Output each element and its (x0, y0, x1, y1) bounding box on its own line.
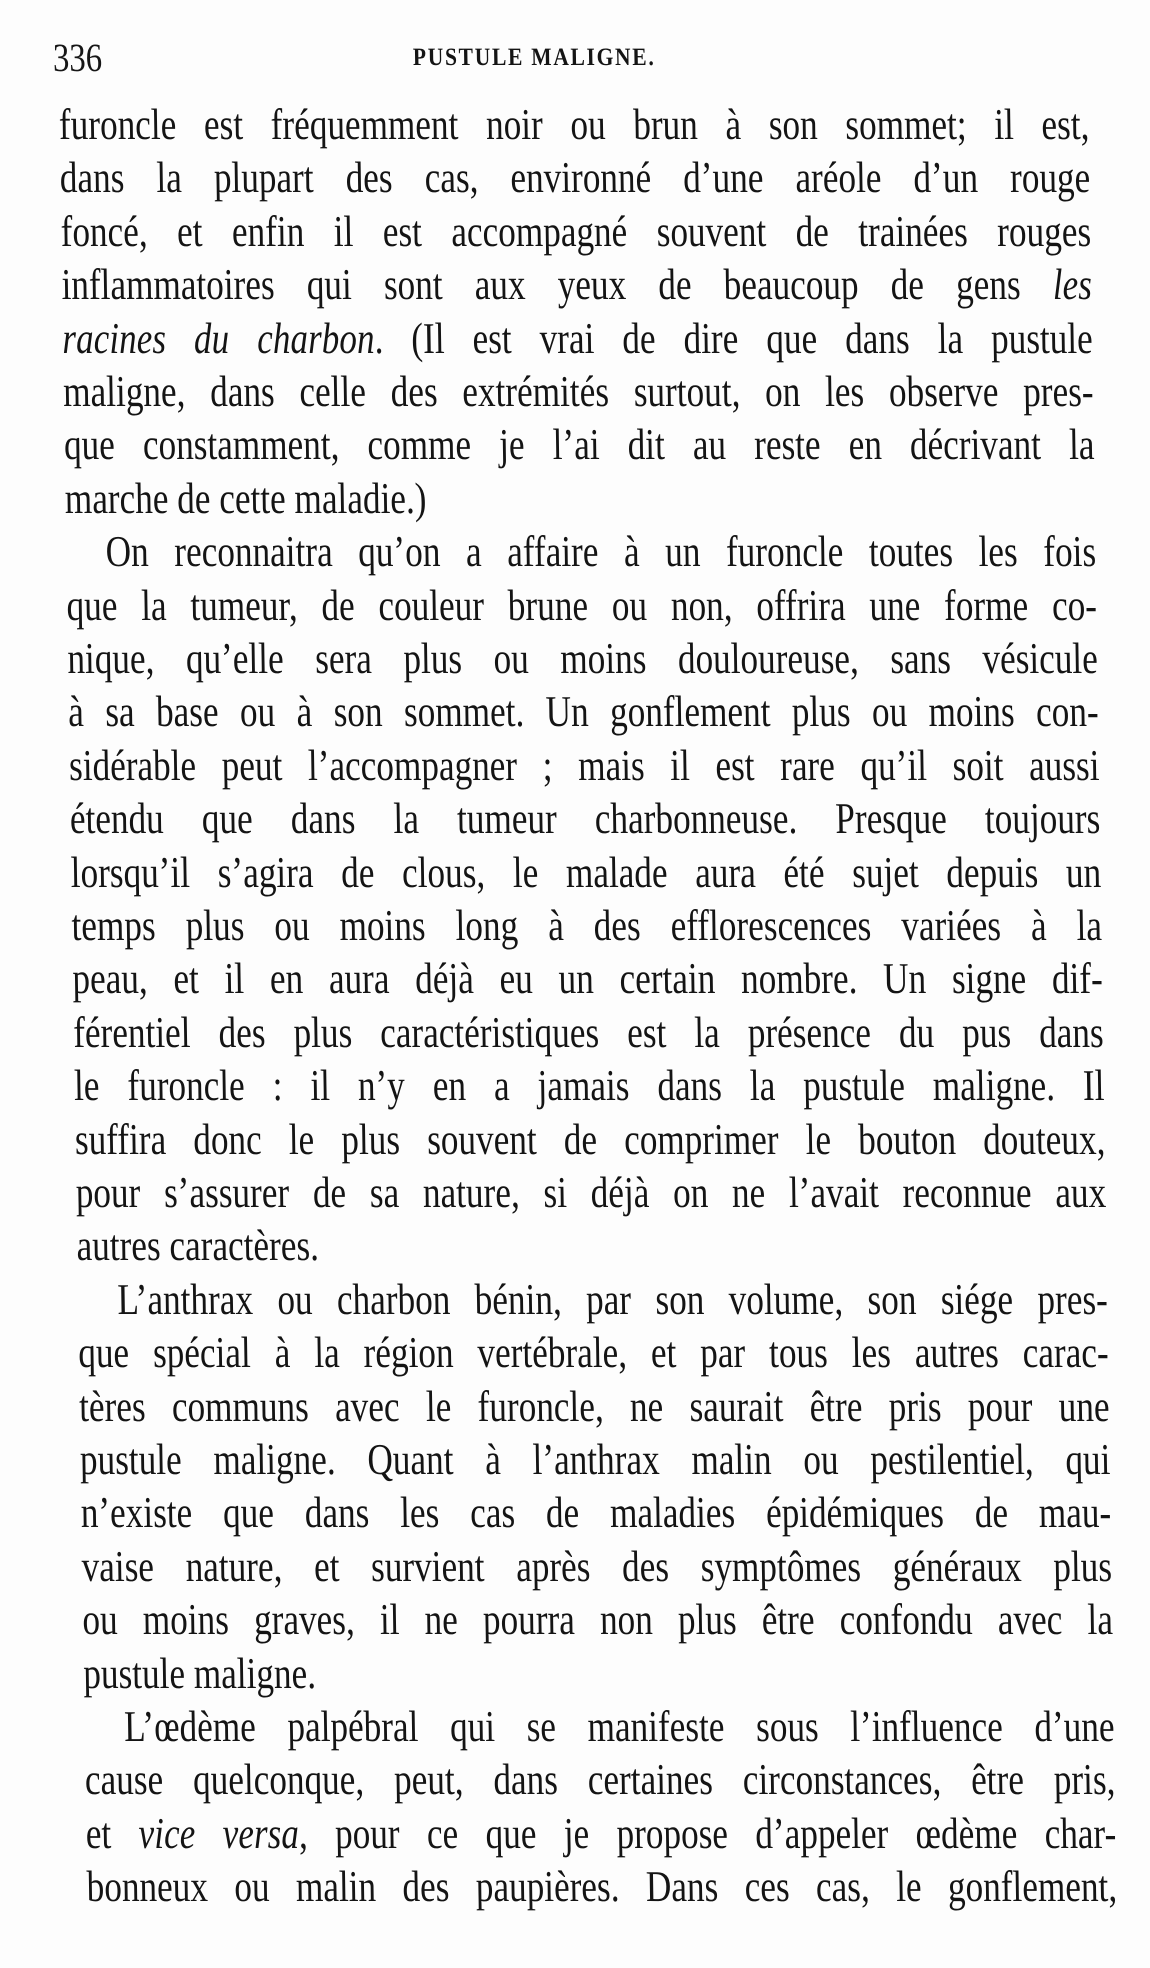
text-span: sidérable peut l’accompagner ; mais il est rare qu’il soit aussi (68, 740, 1100, 790)
text-span: n’existe que dans les cas de maladies épidémiques de mau- (80, 1488, 1112, 1538)
text-span: furoncle est fréquemment noir ou brun à son sommet; il est, (58, 100, 1090, 149)
text-line (80, 1486, 1111, 1539)
text-span: suffira donc le plus souvent de comprimer le bouton douteux, (74, 1114, 1106, 1164)
text-span: autres caractères. (76, 1221, 320, 1271)
text-line (69, 739, 1100, 792)
page-number: 336 (52, 35, 103, 80)
text-span: On reconnaitra qu’on a affaire à un furoncle toutes les fois (105, 527, 1097, 577)
text-span: férentiel des plus caractéristiques est la présence du pus dans (72, 1007, 1105, 1057)
text-span: que spécial à la région vertébrale, et par tous les autres carac- (77, 1328, 1110, 1378)
text-line (75, 1166, 1106, 1219)
text-span: que constamment, comme je l’ai dit au reste en décrivant la (63, 420, 1095, 470)
text-span: lorsqu’il s’agira de clous, le malade aura été sujet depuis un (70, 847, 1102, 897)
text-span: que la tumeur, de couleur brune ou non, offrira une forme co- (66, 580, 1098, 630)
text-span: , pour ce que je propose d’appeler œdème char- (298, 1808, 1117, 1858)
text-span: dans la plupart des cas, environné d’une aréole d’un rouge (59, 153, 1091, 203)
text-line (65, 525, 1096, 578)
text-line (59, 98, 1090, 151)
text-span: pustule maligne. Quant à l’anthrax malin ou pestilentiel, qui (79, 1435, 1111, 1484)
text-line (69, 792, 1100, 845)
text-line (76, 1219, 1107, 1272)
text-span: pour s’assurer de sa nature, si déjà on ne l’avait reconnue aux (75, 1168, 1107, 1217)
text-line (82, 1593, 1113, 1646)
text-line (66, 579, 1097, 632)
text-line (78, 1326, 1109, 1379)
text-line (84, 1700, 1115, 1753)
text-line (85, 1753, 1116, 1806)
text-line (74, 1113, 1105, 1166)
italic-text: vice versa (138, 1808, 300, 1858)
running-title (413, 45, 724, 71)
text-line (64, 472, 1095, 525)
text-line (73, 1006, 1104, 1059)
text-line (85, 1807, 1116, 1860)
text-span: vaise nature, et survient après des symptômes généraux plus (81, 1541, 1113, 1591)
text-span: inflammatoires qui sont aux yeux de beaucoup de gens (61, 260, 1054, 310)
text-line (59, 151, 1090, 204)
text-line (80, 1433, 1111, 1486)
text-line (67, 632, 1098, 685)
text-line (64, 418, 1095, 471)
text-line (61, 258, 1092, 311)
text-span: marche de cette maladie.) (64, 473, 427, 523)
text-line (77, 1273, 1108, 1326)
text-line (72, 952, 1103, 1005)
running-title-text: PUSTULE MALIGNE. (412, 44, 656, 71)
text-line (86, 1860, 1117, 1913)
text-span: et (85, 1808, 139, 1858)
italic-text: les (1052, 260, 1093, 310)
text-line (62, 312, 1093, 365)
text-line (74, 1059, 1105, 1112)
text-line (81, 1540, 1112, 1593)
text-line (70, 846, 1101, 899)
text-span: L’anthrax ou charbon bénin, par son volume, son siége pres- (117, 1274, 1109, 1324)
text-span: le furoncle : il n’y en a jamais dans la pustule maligne. Il (73, 1061, 1105, 1111)
text-line (63, 365, 1094, 418)
text-span: L’œdème palpébral qui se manifeste sous l’influence d’une (123, 1702, 1115, 1751)
text-span: à sa base ou à son sommet. Un gonflement plus ou moins con- (67, 687, 1099, 737)
text-span: nique, qu’elle sera plus ou moins douloureuse, sans vésicule (66, 634, 1099, 683)
text-span: temps plus ou moins long à des efflorescences variées à la (71, 901, 1103, 950)
text-span: peau, et il en aura déjà eu un certain nombre. Un signe dif- (71, 954, 1104, 1004)
text-span: cause quelconque, peut, dans certaines circonstances, être pris, (84, 1755, 1116, 1805)
italic-text: racines du charbon (61, 313, 375, 363)
text-span: étendu que dans la tumeur charbonneuse. Presque toujours (69, 794, 1101, 844)
text-span: foncé, et enfin il est accompagné souvent de trainées rouges (60, 206, 1092, 256)
text-line (68, 685, 1099, 738)
text-span: bonneux ou malin des paupières. Dans ces cas, le gonflement, (86, 1862, 1118, 1912)
text-line (60, 205, 1091, 258)
text-span: ou moins graves, il ne pourra non plus être confondu avec la (82, 1595, 1114, 1645)
text-span: tères communs avec le furoncle, ne saurait être pris pour une (78, 1381, 1110, 1431)
text-line (79, 1380, 1110, 1433)
text-span: pustule maligne. (82, 1648, 317, 1698)
text-line (71, 899, 1102, 952)
text-line (83, 1647, 1114, 1700)
text-span: . (Il est vrai de dire que dans la pustule (374, 313, 1094, 363)
text-span: maligne, dans celle des extrémités surtout, on les observe pres- (62, 367, 1094, 416)
